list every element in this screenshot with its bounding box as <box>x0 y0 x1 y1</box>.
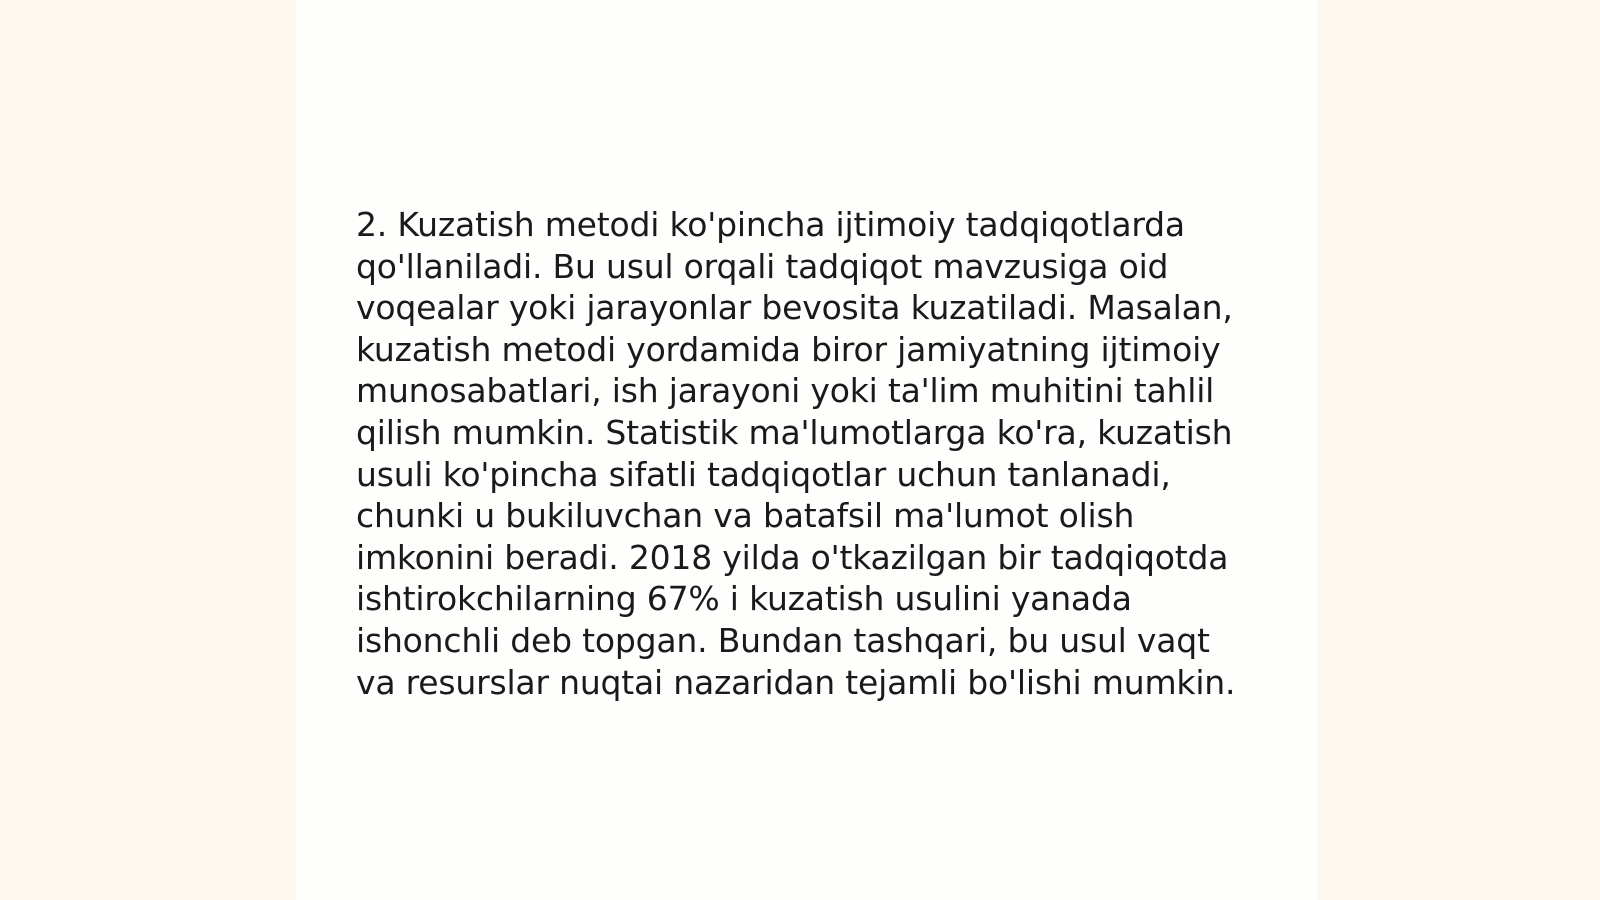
slide-page <box>296 0 1318 900</box>
slide-body-text: 2. Kuzatish metodi ko'pincha ijtimoiy tadqiqotlarda qo'llaniladi. Bu usul orqali tadqiqot mavzusiga oid voqealar yoki jarayonlar bevosita kuzatiladi. Masalan, kuzatish metodi yordamida biror jamiyatning ijtimoiy munosabatlari, ish jarayoni yoki ta'lim muhitini tahlil qilish mumkin. Statistik ma'lumotlarga ko'ra, kuzatish usuli ko'pincha sifatli tadqiqotlar uchun tanlanadi, chunki u bukiluvchan va batafsil ma'lumot olish imkonini beradi. 2018 yilda o'tkazilgan bir tadqiqotda ishtirokchilarning 67% i kuzatish usulini yanada ishonchli deb topgan. Bundan tashqari, bu usul vaqt va resurslar nuqtai nazaridan tejamli bo'lishi mumkin. <box>356 205 1236 702</box>
